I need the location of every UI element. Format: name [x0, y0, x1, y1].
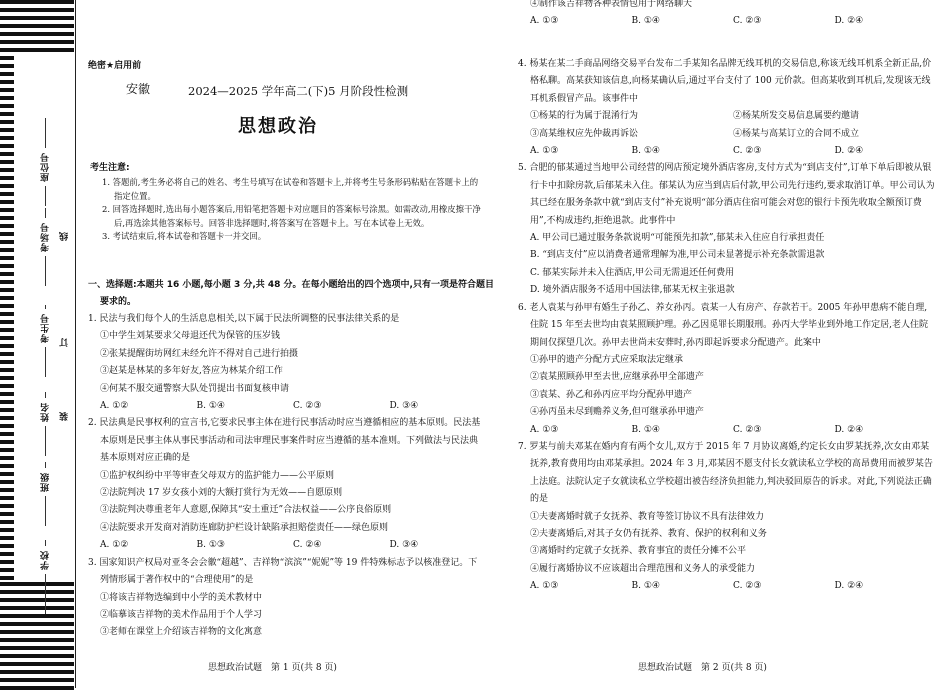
binding-stripe — [0, 192, 14, 196]
option: A. 甲公司已通过服务条款说明“可能预先扣款”,郁某未入住应自行承担责任 — [530, 233, 825, 244]
choice-d: D. ②④ — [834, 581, 864, 592]
notice-heading: 考生注意: — [90, 163, 130, 173]
binding-stripe — [0, 136, 14, 140]
option: ②法院判决 17 岁女孩小刘的大额打赏行为无效——自愿原则 — [100, 488, 343, 499]
option: ④法院要求开发商对消防连廊防护栏设计缺陷承担赔偿责任——绿色原则 — [100, 522, 389, 533]
field-rule — [45, 305, 46, 309]
left-questions — [88, 311, 486, 642]
binding-stripe — [0, 328, 14, 332]
option: ①杨某的行为属于混淆行为 — [530, 111, 639, 122]
option: C. 郁某实际并未入住酒店,甲公司无需退还任何费用 — [530, 267, 735, 278]
choice-c: C. ②④ — [293, 540, 322, 551]
option: ②夫妻离婚后,对其子女仍有抚养、教育、保护的权利和义务 — [530, 528, 767, 539]
choice-c: C. ②③ — [733, 16, 762, 27]
cutmark-pack: 装 — [60, 412, 70, 421]
binding-stripe — [0, 408, 14, 412]
choice-a: A. ①② — [100, 540, 129, 551]
question-3 — [88, 555, 486, 642]
cutmark-bind: 订 — [60, 338, 70, 347]
page-2 — [518, 0, 936, 688]
binding-stripe — [0, 416, 14, 420]
question-1 — [88, 311, 486, 415]
choice-c: C. ②③ — [733, 424, 762, 435]
binding-stripe — [0, 488, 14, 492]
field-rule — [45, 462, 46, 468]
binding-stripe — [0, 224, 14, 228]
binding-stripe — [0, 496, 14, 500]
binding-stripe — [0, 520, 14, 524]
choice-b: B. ①④ — [631, 424, 660, 435]
option-row — [518, 126, 936, 143]
page-footer: 思想政治试题 第 1 页(共 8 页) — [208, 663, 337, 673]
choice-d: D. ②④ — [834, 146, 864, 157]
answer-choices — [518, 13, 936, 30]
option: ④何某不服交通警察大队处罚提出书面复核申请 — [100, 383, 290, 394]
question-7 — [518, 439, 936, 596]
binding-stripe — [0, 320, 14, 324]
option: ②杨某所发交易信息属要约邀请 — [733, 111, 860, 122]
binding-stripe — [0, 576, 14, 580]
option: ④孙丙虽未尽到赡养义务,但可继承孙甲遗产 — [530, 407, 704, 418]
option: ①夫妻离婚时就子女抚养、教育等签订协议不具有法律效力 — [530, 511, 765, 522]
binding-stripe — [0, 272, 14, 276]
option: D. 境外酒店服务不适用中国法律,郁某无权主张退款 — [530, 285, 735, 296]
binding-stripe — [0, 432, 14, 436]
choice-b: B. ①④ — [631, 581, 660, 592]
notice-item: 1. 答题前,考生务必将自己的姓名、考生号填写在试卷和答题卡上,并将考生号条形码粘贴在答题卡上的指定位置。 — [102, 177, 479, 201]
option: ④杨某与高某订立的合同不成立 — [733, 128, 860, 139]
choice-a: A. ①③ — [530, 146, 559, 157]
choice-d: D. ③④ — [389, 401, 419, 412]
question-stem: 3. 国家知识产权局对亚冬会会徽“超越”、吉祥物“滨滨”“妮妮”等 19 件特殊标志予以核准登记。下列情形属于著作权中的“合理使用”的是 — [88, 557, 478, 586]
option: ③法院判决尊重老年人意愿,保障其“安土重迁”合法权益——公序良俗原则 — [100, 505, 392, 516]
option: ①孙甲的遗产分配方式应采取法定继承 — [530, 354, 684, 365]
option-row — [518, 108, 936, 125]
binding-stripe — [0, 424, 14, 428]
choice-b: B. ①④ — [631, 146, 660, 157]
choice-a: A. ①③ — [530, 581, 559, 592]
binding-stripe — [0, 96, 14, 100]
option: ③袁某、孙乙和孙丙应平均分配孙甲遗产 — [530, 389, 693, 400]
binding-stripe — [0, 216, 14, 220]
binding-stripe — [0, 184, 14, 188]
option: ②临摹该吉祥物的美术作品用于个人学习 — [100, 609, 263, 620]
question-stem: 4. 杨某在某二手商品网络交易平台发布二手某知名品牌无线耳机的交易信息,称该无线耳机系全新正品,价格私聊。高某获知该信息,向杨某确认后,通过平台支付了 100 元价款。但高某收到耳机后,发现该无线耳机系假冒产品。该事件中 — [518, 59, 932, 104]
q3-continued — [518, 0, 936, 31]
binding-stripe — [0, 504, 14, 508]
field-label: 座位号 — [40, 152, 51, 182]
binding-stripe — [0, 368, 14, 372]
choice-c: C. ②③ — [733, 581, 762, 592]
binding-stripe — [0, 72, 14, 76]
field-rule — [45, 392, 46, 398]
page-1 — [88, 0, 494, 688]
option: ①监护权纠纷中平等审查父母双方的监护能力——公平原则 — [100, 470, 335, 481]
option: ③离婚时约定就子女抚养、教育事宜的责任分摊不公平 — [530, 546, 747, 557]
binding-stripe — [0, 64, 14, 68]
answer-choices — [88, 537, 486, 554]
question-2 — [88, 415, 486, 554]
field-rule — [45, 256, 46, 286]
field-rule — [45, 347, 46, 377]
binding-stripe — [0, 256, 14, 260]
binding-stripe — [0, 56, 14, 60]
option: ③赵某是林某的多年好友,答应为林某介绍工作 — [100, 366, 283, 377]
field-name — [20, 392, 70, 456]
choice-b: B. ①④ — [631, 16, 660, 27]
question-stem: 2. 民法典是民事权利的宣言书,它要求民事主体在进行民事活动时应当遵循相应的基本原则。民法基本原则是民事主体从事民事活动和司法审理民事案件时应当遵循的基本准则。下列做法与民法典基本原则对应正确的是 — [88, 418, 481, 464]
choice-d: D. ②④ — [834, 424, 864, 435]
binding-stripe — [0, 352, 14, 356]
option: ①中学生刘某要求父母退还代为保管的压岁钱 — [100, 331, 281, 342]
binding-stripe — [0, 104, 14, 108]
binding-stripe — [0, 536, 14, 540]
field-label: 考场号 — [40, 222, 51, 252]
option: ①将该吉祥物选编到中小学的美术教材中 — [100, 592, 263, 603]
binding-line — [75, 0, 76, 688]
binding-stripe — [0, 384, 14, 388]
option: ④制作该吉祥物各种表情包用于网络聊天 — [530, 0, 693, 9]
question-6 — [518, 300, 936, 439]
answer-choices — [518, 422, 936, 439]
binding-stripe — [0, 168, 14, 172]
binding-stripe — [0, 448, 14, 452]
notice-item: 3. 考试结束后,将本试卷和答题卡一并交回。 — [102, 231, 267, 242]
notice-item: 2. 回答选择题时,选出每小题答案后,用铅笔把答题卡对应题目的答案标号涂黑。如需改动,用橡皮擦干净后,再选涂其他答案标号。回答非选择题时,将答案写在答题卡上。写在本试卷上无效。 — [102, 204, 481, 228]
answer-choices — [518, 578, 936, 595]
field-label: 姓名 — [40, 402, 51, 422]
field-rule — [45, 186, 46, 206]
binding-stripe — [0, 312, 14, 316]
confidential-mark: 绝密★启用前 — [88, 61, 142, 71]
choice-b: B. ①③ — [196, 540, 225, 551]
binding-stripe — [0, 296, 14, 300]
field-rule — [45, 496, 46, 526]
notice-list — [102, 176, 482, 244]
field-rule — [45, 540, 46, 546]
choice-d: D. ③④ — [389, 540, 419, 551]
page-footer: 思想政治试题 第 2 页(共 8 页) — [638, 663, 767, 673]
answer-choices — [518, 143, 936, 160]
binding-stripe — [0, 560, 14, 564]
binding-stripe — [0, 472, 14, 476]
binding-stripe — [0, 160, 14, 164]
field-label: 考生号 — [40, 313, 51, 343]
binding-stripe — [0, 360, 14, 364]
binding-stripe — [0, 376, 14, 380]
question-stem: 5. 合肥的郁某通过当地甲公司经营的网店预定境外酒店客房,支付方式为“到店支付”,订单下单后即被从银行卡中扣除房款,后郁某未入住。郁某认为应当到店后付款,甲公司先行违约,要求取消订单。甲公司认为其已经在服务条款中就“到店支付”补充说明“部分酒店住宿可能会对您的银行卡预先收取全额预订费用”,不构成违约,拒绝退款。此事件中 — [518, 163, 935, 226]
choice-a: A. ①③ — [530, 16, 559, 27]
binding-stripe — [0, 120, 14, 124]
region-label: 安徽 — [126, 82, 151, 96]
binding-stripe — [0, 400, 14, 404]
cutmark-line: 线 — [60, 232, 70, 241]
binding-margin — [0, 0, 78, 688]
question-4 — [518, 56, 936, 160]
option: ②袁某照顾孙甲至去世,应继承孙甲全部遗产 — [530, 372, 704, 383]
choice-d: D. ②④ — [834, 16, 864, 27]
field-room — [20, 208, 70, 286]
binding-stripe — [0, 200, 14, 204]
binding-stripe — [0, 552, 14, 556]
binding-stripe — [0, 440, 14, 444]
answer-choices — [88, 398, 486, 415]
binding-stripe — [0, 568, 14, 572]
binding-stripe — [0, 240, 14, 244]
field-school — [20, 540, 70, 614]
binding-stripe — [0, 248, 14, 252]
binding-stripe — [0, 88, 14, 92]
binding-stripe — [0, 128, 14, 132]
option: B. “到店支付”应以消费者通常理解为准,甲公司未显著提示补充条款需退款 — [530, 250, 825, 261]
question-stem: 1. 民法与我们每个人的生活息息相关,以下属于民法所调整的民事法律关系的是 — [88, 314, 400, 324]
binding-stripe — [0, 152, 14, 156]
right-questions — [518, 30, 936, 596]
option: ③高某维权应先仲裁再诉讼 — [530, 128, 639, 139]
binding-stripe — [0, 344, 14, 348]
binding-stripe — [0, 464, 14, 468]
binding-stripe — [0, 512, 14, 516]
field-label: 学校 — [40, 550, 51, 570]
choice-a: A. ①③ — [530, 424, 559, 435]
binding-stripe — [0, 264, 14, 268]
binding-stripe — [0, 208, 14, 212]
field-rule — [45, 426, 46, 456]
field-class — [20, 462, 70, 526]
option: ③老师在课堂上介绍该吉祥物的文化寓意 — [100, 627, 263, 638]
binding-stripe — [0, 392, 14, 396]
binding-stripe — [0, 176, 14, 180]
option: ④履行离婚协议不应该超出合理范围和义务人的承受能力 — [530, 563, 756, 574]
binding-stripe — [0, 336, 14, 340]
question-5 — [518, 160, 936, 299]
choice-c: C. ②③ — [293, 401, 322, 412]
binding-stripe — [0, 144, 14, 148]
binding-stripe — [0, 544, 14, 548]
field-label: 班级 — [40, 472, 51, 492]
choice-a: A. ①② — [100, 401, 129, 412]
binding-stripe — [0, 528, 14, 532]
field-rule — [45, 118, 46, 148]
exam-title: 2024—2025 学年高二(下)5 月阶段性检测 — [188, 84, 409, 98]
binding-stripe — [0, 480, 14, 484]
binding-stripe — [0, 112, 14, 116]
field-rule — [45, 574, 46, 614]
binding-stripe — [0, 80, 14, 84]
field-seat — [20, 118, 70, 206]
binding-stripe — [0, 456, 14, 460]
section-heading: 一、选择题:本题共 16 小题,每小题 3 分,共 48 分。在每小题给出的四个选项中,只有一项是符合题目要求的。 — [88, 280, 494, 308]
option: ②张某提醒街坊网红未经允许不得对自己进行拍摄 — [100, 348, 299, 359]
field-rule — [45, 208, 46, 218]
binding-stripe — [0, 232, 14, 236]
binding-stripe — [0, 280, 14, 284]
binding-stripe — [0, 288, 14, 292]
binding-stripe — [0, 304, 14, 308]
question-stem: 7. 罗某与前夫邓某在婚内育有两个女儿,双方于 2015 年 7 月协议离婚,约定长女由罗某抚养,次女由邓某抚养,教育费用均由邓某承担。2024 年 3 月,邓某因不愿支付长女就读私立学校的高昂费用而被罗某告上法庭。法院认定子女就读私立学校超出被告经济负担能力,判决驳回原告的诉求。对此,下列说法正确的是 — [518, 441, 933, 505]
choice-b: B. ①④ — [196, 401, 225, 412]
question-stem: 6. 老人袁某与孙甲有婚生子孙乙、养女孙丙。袁某一人有房产、存款若干。2005 年孙甲患病不能自理,住院 15 年至去世均由袁某照顾护理。孙乙因觅罪长期服刑。孙丙大学毕业到外地工作定居,老人住院期间仅探望几次。孙甲去世尚未安葬时,孙丙即起诉要求分配遗产。此案中 — [518, 302, 929, 348]
subject-title: 思想政治 — [238, 116, 318, 137]
choice-c: C. ②③ — [733, 146, 762, 157]
